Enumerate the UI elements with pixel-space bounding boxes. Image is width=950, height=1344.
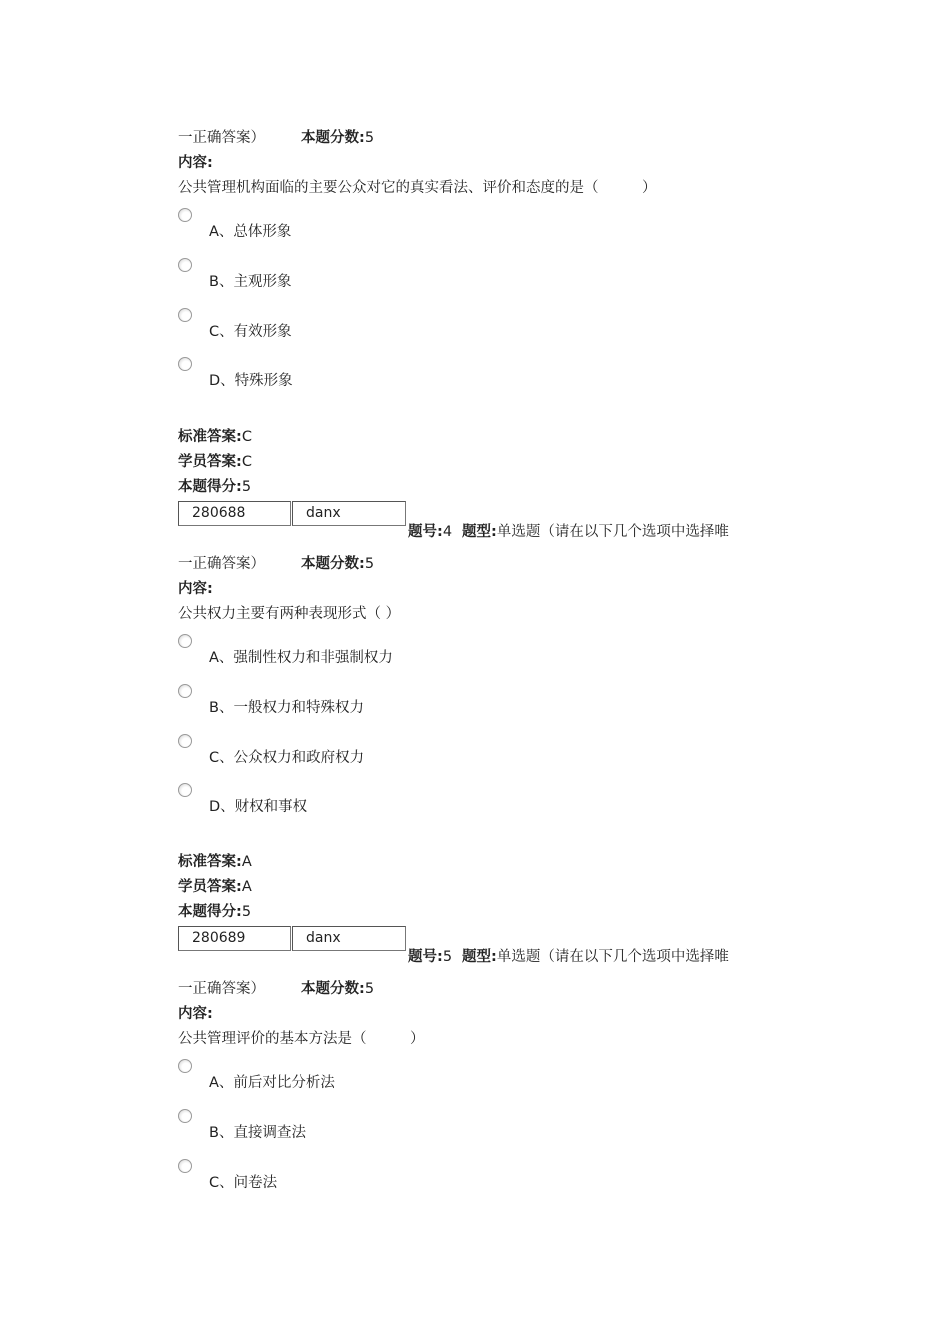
option-c-label: C、公众权力和政府权力 [209, 750, 365, 766]
option-d-label: D、特殊形象 [209, 373, 293, 389]
option-b-radio[interactable] [178, 684, 192, 698]
option-a-radio[interactable] [178, 1059, 192, 1073]
student-answer-label: 学员答案: [178, 454, 242, 470]
standard-answer-value: A [241, 854, 252, 870]
student-answer-label: 学员答案: [178, 879, 242, 895]
content-label: 内容: [178, 581, 213, 597]
option-b-radio[interactable] [178, 1109, 192, 1123]
standard-answer-label: 标准答案: [178, 429, 242, 445]
obtained-score-value: 5 [241, 479, 252, 495]
option-c-label: C、问卷法 [209, 1175, 278, 1191]
score-value: 5 [364, 981, 375, 997]
option-b-label: B、直接调查法 [209, 1125, 306, 1141]
obtained-score [178, 902, 251, 922]
score-label: 本题分数: [301, 981, 365, 997]
option-c-radio[interactable] [178, 1159, 192, 1173]
obtained-score-value: 5 [241, 904, 252, 920]
qtype-label: 题型: [462, 524, 497, 540]
question-header-cont [178, 554, 374, 574]
question-text: 公共权力主要有两种表现形式（ ） [178, 606, 401, 622]
question-id-field[interactable]: 280688 [178, 501, 291, 526]
question-block-3 [178, 128, 778, 538]
score-value: 5 [364, 556, 375, 572]
obtained-score [178, 477, 251, 497]
standard-answer [178, 427, 252, 447]
option-c-label: C、有效形象 [209, 324, 292, 340]
question-text: 公共管理评价的基本方法是（ ） [178, 1031, 425, 1047]
student-answer-value: C [241, 454, 252, 470]
content-label: 内容: [178, 1006, 213, 1022]
option-d-label: D、财权和事权 [209, 799, 308, 815]
question-header-cont [178, 979, 374, 999]
obtained-score-label: 本题得分: [178, 479, 242, 495]
student-answer-value: A [241, 879, 252, 895]
option-b-label: B、主观形象 [209, 274, 292, 290]
question-text: 公共管理机构面临的主要公众对它的真实看法、评价和态度的是（ ） [178, 180, 657, 196]
qtype-label: 题型: [462, 949, 497, 965]
qnum-value: 5 [442, 949, 453, 965]
option-d-radio[interactable] [178, 783, 192, 797]
option-b-label: B、一般权力和特殊权力 [209, 700, 364, 716]
student-answer [178, 877, 252, 897]
question-header-next [408, 522, 729, 542]
obtained-score-label: 本题得分: [178, 904, 242, 920]
question-block-5 [178, 979, 778, 1209]
question-header-next [408, 947, 729, 967]
score-label: 本题分数: [301, 556, 365, 572]
qtype-cont-text: 一正确答案） [178, 130, 265, 146]
option-a-radio[interactable] [178, 634, 192, 648]
option-c-radio[interactable] [178, 308, 192, 322]
content-label: 内容: [178, 155, 213, 171]
standard-answer [178, 852, 252, 872]
option-a-label: A、强制性权力和非强制权力 [209, 650, 393, 666]
option-a-label: A、前后对比分析法 [209, 1075, 335, 1091]
question-id-field[interactable]: 280689 [178, 926, 291, 951]
option-a-label: A、总体形象 [209, 224, 292, 240]
option-d-radio[interactable] [178, 357, 192, 371]
qnum-label: 题号: [408, 949, 443, 965]
score-label: 本题分数: [301, 130, 365, 146]
option-a-radio[interactable] [178, 208, 192, 222]
qnum-label: 题号: [408, 524, 443, 540]
qtype-text: 单选题（请在以下几个选项中选择唯 [496, 949, 729, 965]
score-value: 5 [364, 130, 375, 146]
question-code-field[interactable]: danx [292, 926, 406, 951]
qtype-text: 单选题（请在以下几个选项中选择唯 [496, 524, 729, 540]
standard-answer-value: C [241, 429, 252, 445]
student-answer [178, 452, 252, 472]
standard-answer-label: 标准答案: [178, 854, 242, 870]
option-b-radio[interactable] [178, 258, 192, 272]
option-c-radio[interactable] [178, 734, 192, 748]
question-header-cont [178, 128, 374, 148]
qtype-cont-text: 一正确答案） [178, 981, 265, 997]
question-code-field[interactable]: danx [292, 501, 406, 526]
qtype-cont-text: 一正确答案） [178, 556, 265, 572]
qnum-value: 4 [442, 524, 453, 540]
question-block-4 [178, 554, 778, 964]
